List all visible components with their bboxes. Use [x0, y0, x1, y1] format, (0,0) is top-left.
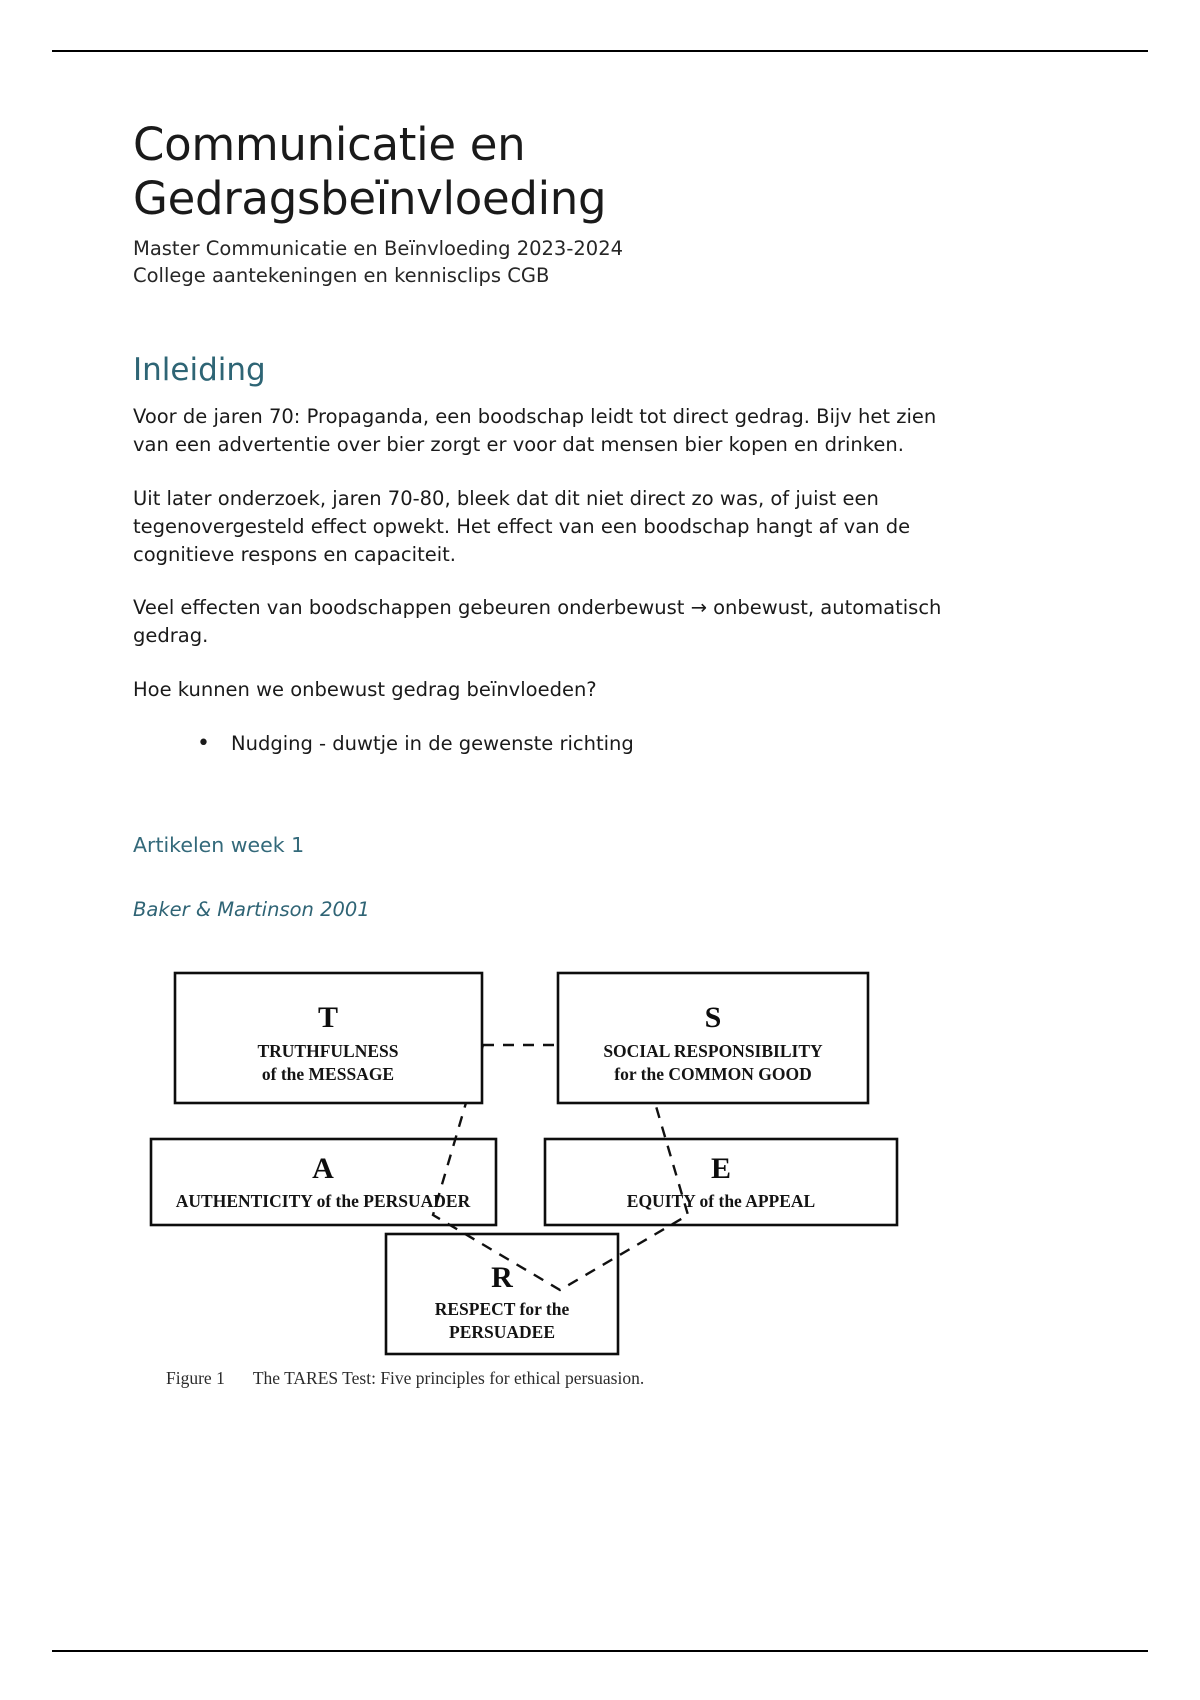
box-line1-a: AUTHENTICITY of the PERSUADER [175, 1191, 471, 1212]
page-title-line-1: Communicatie en [133, 118, 526, 171]
section-heading-artikelen: Artikelen week 1 [133, 833, 305, 858]
box-letter-a: A [312, 1152, 334, 1186]
page-title-line-2: Gedragsbeïnvloeding [133, 172, 607, 225]
subtitle-line-2: College aantekeningen en kennisclips CGB [133, 263, 550, 287]
subtitle-line-1: Master Communicatie en Beïnvloeding 2023-2024 [133, 237, 624, 260]
box-line1-r: RESPECT for the [434, 1299, 570, 1320]
box-line2-t: of the MESSAGE [261, 1064, 395, 1085]
section-heading-inleiding: Inleiding [133, 351, 266, 388]
page-top-rule [52, 50, 1148, 52]
paragraph-onderbewust: Veel effecten van boodschappen gebeuren onderbewust → onbewust, automatisch gedrag. [133, 596, 942, 648]
box-line2-s: for the COMMON GOOD [614, 1064, 812, 1085]
paragraph-propaganda: Voor de jaren 70: Propaganda, een boodschap leidt tot direct gedrag. Bijv het zien van een advertentie over bier zorgt er voor dat mensen bier kopen en drinken. [133, 405, 937, 456]
figure-caption [166, 1368, 644, 1389]
figure-caption-text: The TARES Test: Five principles for ethical persuasion. [252, 1368, 645, 1389]
box-letter-r: R [491, 1261, 513, 1295]
bullet-list [133, 730, 973, 758]
document-subtitle [133, 236, 973, 290]
article-heading-baker-martinson: Baker & Martinson 2001 [133, 897, 370, 921]
tares-diagram [133, 960, 973, 1360]
box-letter-t: T [317, 1001, 339, 1035]
box-letter-e: E [710, 1152, 732, 1186]
list-item: • Nudging - duwtje in de gewenste richting [197, 730, 973, 758]
tares-box-authenticity [151, 1139, 496, 1225]
page-bottom-rule [52, 1650, 1148, 1652]
document-content [133, 118, 973, 1420]
box-line1-t: TRUTHFULNESS [257, 1041, 399, 1062]
box-line1-s: SOCIAL RESPONSIBILITY [603, 1041, 823, 1062]
box-line1-e: EQUITY of the APPEAL [626, 1191, 816, 1212]
box-line2-r: PERSUADEE [449, 1322, 555, 1343]
box-letter-s: S [704, 1001, 722, 1035]
figure-caption-label: Figure 1 [166, 1368, 225, 1389]
tares-box-social-responsibility [558, 973, 868, 1103]
tares-box-truthfulness [175, 973, 482, 1103]
page-title [133, 118, 693, 226]
paragraph-vraag: Hoe kunnen we onbewust gedrag beïnvloeden? [133, 678, 597, 702]
tares-box-equity [545, 1139, 897, 1225]
tares-box-respect [386, 1234, 618, 1354]
tares-figure [133, 960, 973, 1420]
paragraph-onderzoek: Uit later onderzoek, jaren 70-80, bleek dat dit niet direct zo was, of juist een tegenovergesteld effect opwekt. Het effect van een boodschap hangt af van de cognitieve respons en capaciteit. [133, 486, 911, 566]
